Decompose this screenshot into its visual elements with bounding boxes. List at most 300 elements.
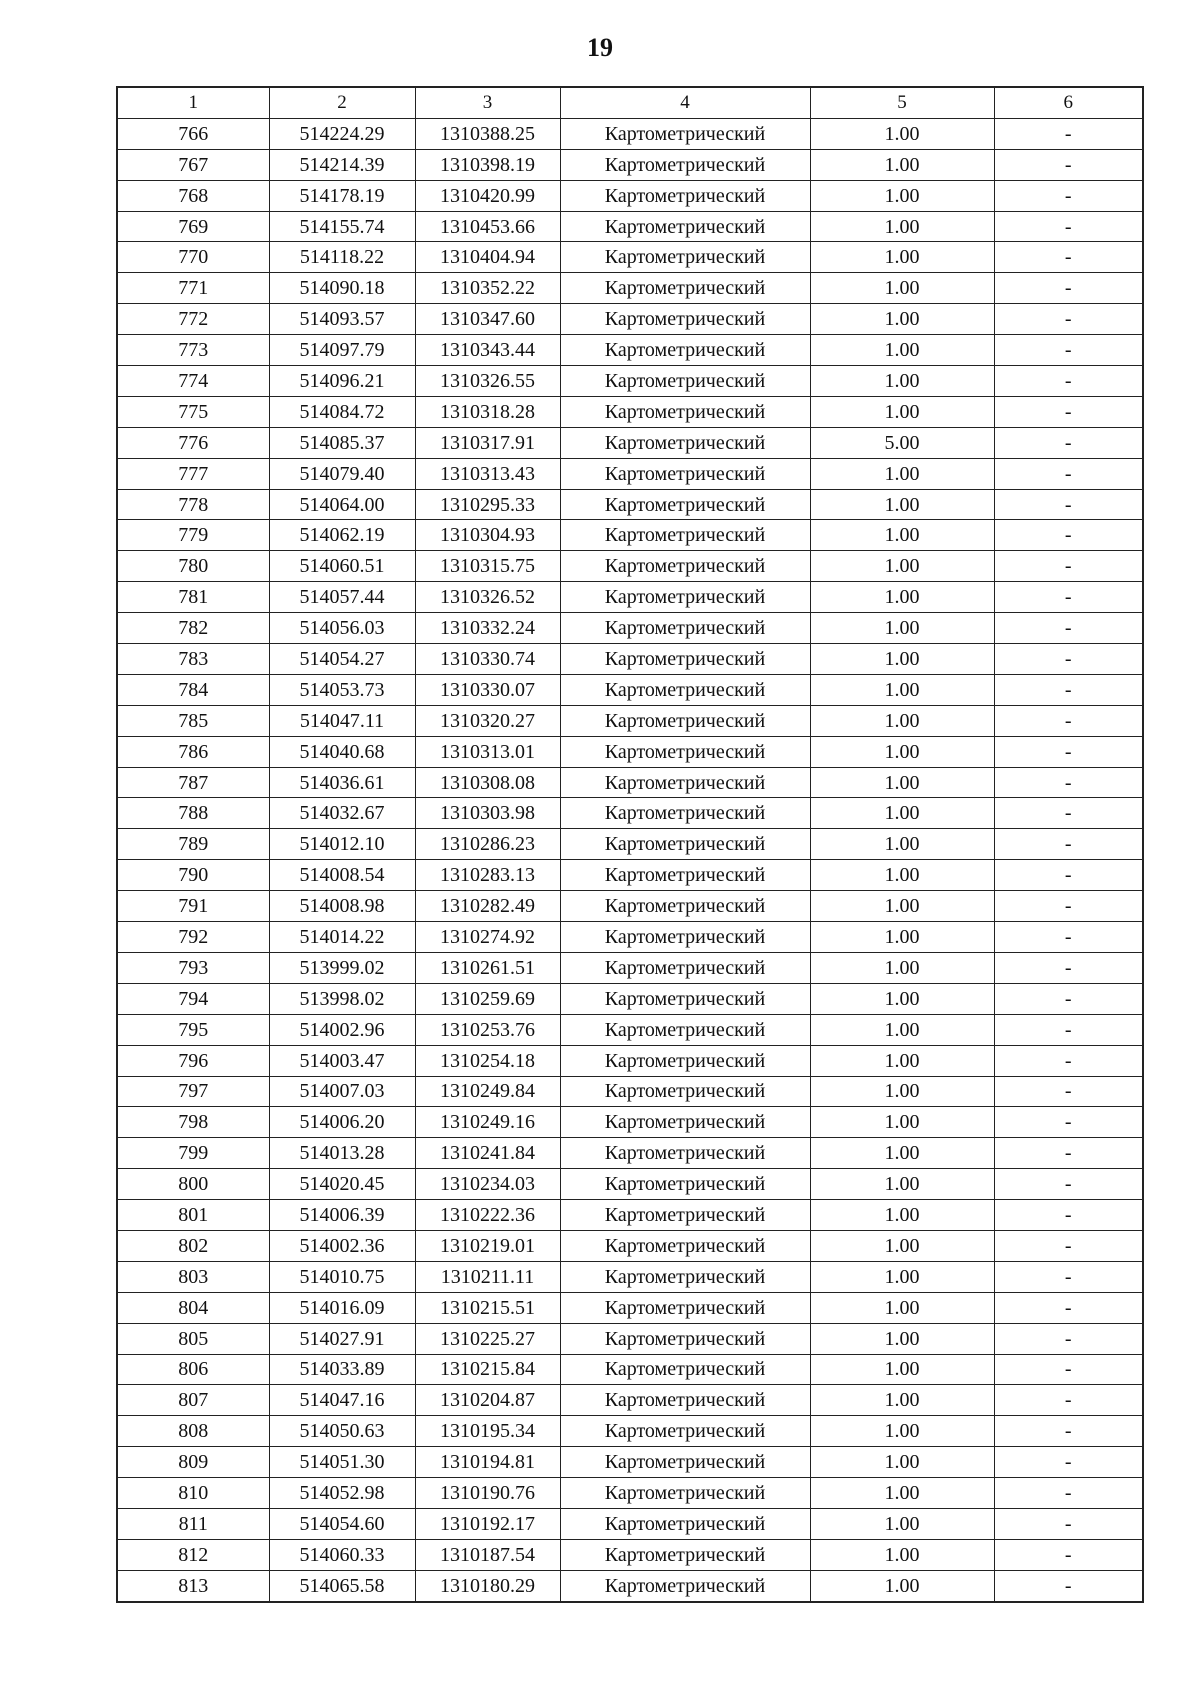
table-row [117,1076,1143,1107]
x-coordinate-cell: 514027.91 [269,1323,415,1354]
point-number-cell: 786 [117,736,269,767]
y-coordinate-cell: 1310330.74 [415,644,560,675]
table-row [117,1416,1143,1447]
method-cell: Картометрический [560,1570,810,1601]
method-cell: Картометрический [560,922,810,953]
accuracy-cell: 1.00 [810,242,994,273]
y-coordinate-cell: 1310219.01 [415,1230,560,1261]
method-cell: Картометрический [560,860,810,891]
method-cell: Картометрический [560,1200,810,1231]
point-number-cell: 792 [117,922,269,953]
y-coordinate-cell: 1310343.44 [415,335,560,366]
x-coordinate-cell: 514051.30 [269,1447,415,1478]
point-number-cell: 773 [117,335,269,366]
method-cell: Картометрический [560,705,810,736]
table-row [117,1045,1143,1076]
y-coordinate-cell: 1310347.60 [415,304,560,335]
x-coordinate-cell: 514006.39 [269,1200,415,1231]
point-number-cell: 806 [117,1354,269,1385]
table-body [117,118,1143,1601]
y-coordinate-cell: 1310320.27 [415,705,560,736]
method-cell: Картометрический [560,674,810,705]
accuracy-cell: 1.00 [810,860,994,891]
table-row [117,242,1143,273]
method-cell: Картометрический [560,396,810,427]
point-number-cell: 770 [117,242,269,273]
accuracy-cell: 1.00 [810,1447,994,1478]
note-cell: - [994,1478,1143,1509]
accuracy-cell: 1.00 [810,1354,994,1385]
note-cell: - [994,644,1143,675]
method-cell: Картометрический [560,242,810,273]
accuracy-cell: 1.00 [810,118,994,149]
y-coordinate-cell: 1310388.25 [415,118,560,149]
note-cell: - [994,273,1143,304]
page-number: 19 [587,33,613,62]
x-coordinate-cell: 513999.02 [269,952,415,983]
method-cell: Картометрический [560,891,810,922]
y-coordinate-cell: 1310225.27 [415,1323,560,1354]
accuracy-cell: 1.00 [810,1323,994,1354]
accuracy-cell: 1.00 [810,1107,994,1138]
y-coordinate-cell: 1310283.13 [415,860,560,891]
note-cell: - [994,1385,1143,1416]
table-row [117,1292,1143,1323]
x-coordinate-cell: 514036.61 [269,767,415,798]
method-cell: Картометрический [560,1447,810,1478]
table-row [117,427,1143,458]
y-coordinate-cell: 1310215.51 [415,1292,560,1323]
point-number-cell: 780 [117,551,269,582]
x-coordinate-cell: 514007.03 [269,1076,415,1107]
point-number-cell: 796 [117,1045,269,1076]
y-coordinate-cell: 1310180.29 [415,1570,560,1601]
column-header-6: 6 [994,87,1143,118]
x-coordinate-cell: 514224.29 [269,118,415,149]
point-number-cell: 807 [117,1385,269,1416]
note-cell: - [994,736,1143,767]
x-coordinate-cell: 514052.98 [269,1478,415,1509]
method-cell: Картометрический [560,1076,810,1107]
point-number-cell: 798 [117,1107,269,1138]
point-number-cell: 776 [117,427,269,458]
accuracy-cell: 1.00 [810,1508,994,1539]
x-coordinate-cell: 514033.89 [269,1354,415,1385]
x-coordinate-cell: 514016.09 [269,1292,415,1323]
point-number-cell: 805 [117,1323,269,1354]
accuracy-cell: 1.00 [810,1045,994,1076]
note-cell: - [994,1447,1143,1478]
note-cell: - [994,489,1143,520]
method-cell: Картометрический [560,180,810,211]
table-row [117,366,1143,397]
column-header-4: 4 [560,87,810,118]
y-coordinate-cell: 1310453.66 [415,211,560,242]
y-coordinate-cell: 1310211.11 [415,1261,560,1292]
column-header-1: 1 [117,87,269,118]
y-coordinate-cell: 1310192.17 [415,1508,560,1539]
table-row [117,1323,1143,1354]
accuracy-cell: 5.00 [810,427,994,458]
y-coordinate-cell: 1310187.54 [415,1539,560,1570]
y-coordinate-cell: 1310295.33 [415,489,560,520]
point-number-cell: 797 [117,1076,269,1107]
note-cell: - [994,1014,1143,1045]
method-cell: Картометрический [560,1292,810,1323]
point-number-cell: 813 [117,1570,269,1601]
accuracy-cell: 1.00 [810,366,994,397]
accuracy-cell: 1.00 [810,1076,994,1107]
method-cell: Картометрический [560,1539,810,1570]
header-row [117,87,1143,118]
table-row [117,1261,1143,1292]
point-number-cell: 800 [117,1169,269,1200]
note-cell: - [994,983,1143,1014]
note-cell: - [994,242,1143,273]
accuracy-cell: 1.00 [810,1200,994,1231]
table-row [117,118,1143,149]
point-number-cell: 809 [117,1447,269,1478]
accuracy-cell: 1.00 [810,767,994,798]
table-row [117,1385,1143,1416]
y-coordinate-cell: 1310195.34 [415,1416,560,1447]
method-cell: Картометрический [560,736,810,767]
method-cell: Картометрический [560,551,810,582]
method-cell: Картометрический [560,613,810,644]
method-cell: Картометрический [560,952,810,983]
x-coordinate-cell: 514013.28 [269,1138,415,1169]
note-cell: - [994,1508,1143,1539]
table-row [117,458,1143,489]
accuracy-cell: 1.00 [810,891,994,922]
note-cell: - [994,1200,1143,1231]
method-cell: Картометрический [560,489,810,520]
x-coordinate-cell: 514178.19 [269,180,415,211]
point-number-cell: 768 [117,180,269,211]
table-row [117,644,1143,675]
y-coordinate-cell: 1310326.52 [415,582,560,613]
note-cell: - [994,829,1143,860]
point-number-cell: 771 [117,273,269,304]
y-coordinate-cell: 1310332.24 [415,613,560,644]
method-cell: Картометрический [560,427,810,458]
x-coordinate-cell: 514010.75 [269,1261,415,1292]
x-coordinate-cell: 514020.45 [269,1169,415,1200]
note-cell: - [994,1261,1143,1292]
note-cell: - [994,335,1143,366]
point-number-cell: 789 [117,829,269,860]
method-cell: Картометрический [560,1354,810,1385]
accuracy-cell: 1.00 [810,1261,994,1292]
accuracy-cell: 1.00 [810,273,994,304]
column-header-2: 2 [269,87,415,118]
table-row [117,798,1143,829]
note-cell: - [994,1539,1143,1570]
point-number-cell: 803 [117,1261,269,1292]
point-number-cell: 787 [117,767,269,798]
accuracy-cell: 1.00 [810,1292,994,1323]
method-cell: Картометрический [560,335,810,366]
x-coordinate-cell: 514118.22 [269,242,415,273]
note-cell: - [994,860,1143,891]
method-cell: Картометрический [560,767,810,798]
y-coordinate-cell: 1310404.94 [415,242,560,273]
x-coordinate-cell: 514065.58 [269,1570,415,1601]
accuracy-cell: 1.00 [810,520,994,551]
point-number-cell: 774 [117,366,269,397]
method-cell: Картометрический [560,118,810,149]
y-coordinate-cell: 1310249.16 [415,1107,560,1138]
table-row [117,180,1143,211]
method-cell: Картометрический [560,211,810,242]
note-cell: - [994,366,1143,397]
note-cell: - [994,1323,1143,1354]
point-number-cell: 782 [117,613,269,644]
x-coordinate-cell: 514093.57 [269,304,415,335]
table-row [117,705,1143,736]
table-row [117,1169,1143,1200]
accuracy-cell: 1.00 [810,1478,994,1509]
accuracy-cell: 1.00 [810,304,994,335]
accuracy-cell: 1.00 [810,613,994,644]
point-number-cell: 794 [117,983,269,1014]
method-cell: Картометрический [560,1385,810,1416]
x-coordinate-cell: 514006.20 [269,1107,415,1138]
table-row [117,1539,1143,1570]
note-cell: - [994,211,1143,242]
method-cell: Картометрический [560,149,810,180]
accuracy-cell: 1.00 [810,551,994,582]
table-row [117,1014,1143,1045]
x-coordinate-cell: 514060.51 [269,551,415,582]
table-row [117,1478,1143,1509]
column-header-3: 3 [415,87,560,118]
note-cell: - [994,1570,1143,1601]
note-cell: - [994,1416,1143,1447]
note-cell: - [994,180,1143,211]
method-cell: Картометрический [560,1107,810,1138]
y-coordinate-cell: 1310330.07 [415,674,560,705]
x-coordinate-cell: 514008.98 [269,891,415,922]
point-number-cell: 799 [117,1138,269,1169]
accuracy-cell: 1.00 [810,922,994,953]
note-cell: - [994,952,1143,983]
y-coordinate-cell: 1310241.84 [415,1138,560,1169]
table-row [117,273,1143,304]
accuracy-cell: 1.00 [810,335,994,366]
coordinates-table [116,86,1144,1603]
point-number-cell: 781 [117,582,269,613]
y-coordinate-cell: 1310253.76 [415,1014,560,1045]
x-coordinate-cell: 514214.39 [269,149,415,180]
x-coordinate-cell: 514002.36 [269,1230,415,1261]
accuracy-cell: 1.00 [810,952,994,983]
accuracy-cell: 1.00 [810,798,994,829]
y-coordinate-cell: 1310249.84 [415,1076,560,1107]
table-row [117,149,1143,180]
method-cell: Картометрический [560,1045,810,1076]
accuracy-cell: 1.00 [810,458,994,489]
note-cell: - [994,304,1143,335]
x-coordinate-cell: 514090.18 [269,273,415,304]
note-cell: - [994,582,1143,613]
point-number-cell: 791 [117,891,269,922]
y-coordinate-cell: 1310313.01 [415,736,560,767]
x-coordinate-cell: 514079.40 [269,458,415,489]
method-cell: Картометрический [560,1169,810,1200]
y-coordinate-cell: 1310254.18 [415,1045,560,1076]
table-row [117,335,1143,366]
y-coordinate-cell: 1310398.19 [415,149,560,180]
point-number-cell: 777 [117,458,269,489]
accuracy-cell: 1.00 [810,582,994,613]
method-cell: Картометрический [560,1416,810,1447]
accuracy-cell: 1.00 [810,211,994,242]
x-coordinate-cell: 514085.37 [269,427,415,458]
table-row [117,304,1143,335]
accuracy-cell: 1.00 [810,983,994,1014]
point-number-cell: 779 [117,520,269,551]
note-cell: - [994,767,1143,798]
method-cell: Картометрический [560,304,810,335]
table-row [117,922,1143,953]
method-cell: Картометрический [560,458,810,489]
note-cell: - [994,1045,1143,1076]
table-row [117,613,1143,644]
method-cell: Картометрический [560,1261,810,1292]
y-coordinate-cell: 1310313.43 [415,458,560,489]
y-coordinate-cell: 1310286.23 [415,829,560,860]
note-cell: - [994,613,1143,644]
table-row [117,860,1143,891]
y-coordinate-cell: 1310194.81 [415,1447,560,1478]
x-coordinate-cell: 514047.16 [269,1385,415,1416]
table-row [117,952,1143,983]
method-cell: Картометрический [560,520,810,551]
table-row [117,1138,1143,1169]
y-coordinate-cell: 1310259.69 [415,983,560,1014]
note-cell: - [994,1076,1143,1107]
x-coordinate-cell: 514014.22 [269,922,415,953]
x-coordinate-cell: 514054.27 [269,644,415,675]
accuracy-cell: 1.00 [810,1385,994,1416]
x-coordinate-cell: 514084.72 [269,396,415,427]
x-coordinate-cell: 514064.00 [269,489,415,520]
method-cell: Картометрический [560,273,810,304]
note-cell: - [994,1138,1143,1169]
point-number-cell: 810 [117,1478,269,1509]
accuracy-cell: 1.00 [810,674,994,705]
table-row [117,520,1143,551]
point-number-cell: 783 [117,644,269,675]
point-number-cell: 811 [117,1508,269,1539]
x-coordinate-cell: 514003.47 [269,1045,415,1076]
note-cell: - [994,149,1143,180]
note-cell: - [994,118,1143,149]
note-cell: - [994,922,1143,953]
x-coordinate-cell: 514060.33 [269,1539,415,1570]
y-coordinate-cell: 1310222.36 [415,1200,560,1231]
accuracy-cell: 1.00 [810,1014,994,1045]
table-row [117,891,1143,922]
y-coordinate-cell: 1310204.87 [415,1385,560,1416]
table-row [117,489,1143,520]
accuracy-cell: 1.00 [810,180,994,211]
note-cell: - [994,458,1143,489]
x-coordinate-cell: 514008.54 [269,860,415,891]
table-row [117,736,1143,767]
x-coordinate-cell: 514002.96 [269,1014,415,1045]
point-number-cell: 790 [117,860,269,891]
x-coordinate-cell: 514050.63 [269,1416,415,1447]
note-cell: - [994,674,1143,705]
accuracy-cell: 1.00 [810,1416,994,1447]
y-coordinate-cell: 1310318.28 [415,396,560,427]
note-cell: - [994,520,1143,551]
note-cell: - [994,1292,1143,1323]
accuracy-cell: 1.00 [810,829,994,860]
method-cell: Картометрический [560,1014,810,1045]
accuracy-cell: 1.00 [810,705,994,736]
table-row [117,1230,1143,1261]
point-number-cell: 793 [117,952,269,983]
table-row [117,983,1143,1014]
point-number-cell: 778 [117,489,269,520]
method-cell: Картометрический [560,644,810,675]
table-row [117,1354,1143,1385]
y-coordinate-cell: 1310304.93 [415,520,560,551]
x-coordinate-cell: 514032.67 [269,798,415,829]
y-coordinate-cell: 1310215.84 [415,1354,560,1385]
y-coordinate-cell: 1310315.75 [415,551,560,582]
accuracy-cell: 1.00 [810,644,994,675]
note-cell: - [994,1107,1143,1138]
point-number-cell: 788 [117,798,269,829]
table-row [117,1570,1143,1601]
accuracy-cell: 1.00 [810,1570,994,1601]
table-row [117,1200,1143,1231]
point-number-cell: 772 [117,304,269,335]
point-number-cell: 775 [117,396,269,427]
note-cell: - [994,705,1143,736]
x-coordinate-cell: 514012.10 [269,829,415,860]
method-cell: Картометрический [560,1478,810,1509]
table-header [117,87,1143,118]
note-cell: - [994,1354,1143,1385]
y-coordinate-cell: 1310274.92 [415,922,560,953]
point-number-cell: 766 [117,118,269,149]
method-cell: Картометрический [560,983,810,1014]
x-coordinate-cell: 514057.44 [269,582,415,613]
point-number-cell: 784 [117,674,269,705]
x-coordinate-cell: 514053.73 [269,674,415,705]
note-cell: - [994,1169,1143,1200]
method-cell: Картометрический [560,1230,810,1261]
y-coordinate-cell: 1310303.98 [415,798,560,829]
point-number-cell: 808 [117,1416,269,1447]
table-row [117,582,1143,613]
x-coordinate-cell: 514056.03 [269,613,415,644]
accuracy-cell: 1.00 [810,396,994,427]
table-row [117,674,1143,705]
x-coordinate-cell: 514155.74 [269,211,415,242]
note-cell: - [994,1230,1143,1261]
method-cell: Картометрический [560,1323,810,1354]
x-coordinate-cell: 514054.60 [269,1508,415,1539]
note-cell: - [994,551,1143,582]
method-cell: Картометрический [560,798,810,829]
point-number-cell: 802 [117,1230,269,1261]
